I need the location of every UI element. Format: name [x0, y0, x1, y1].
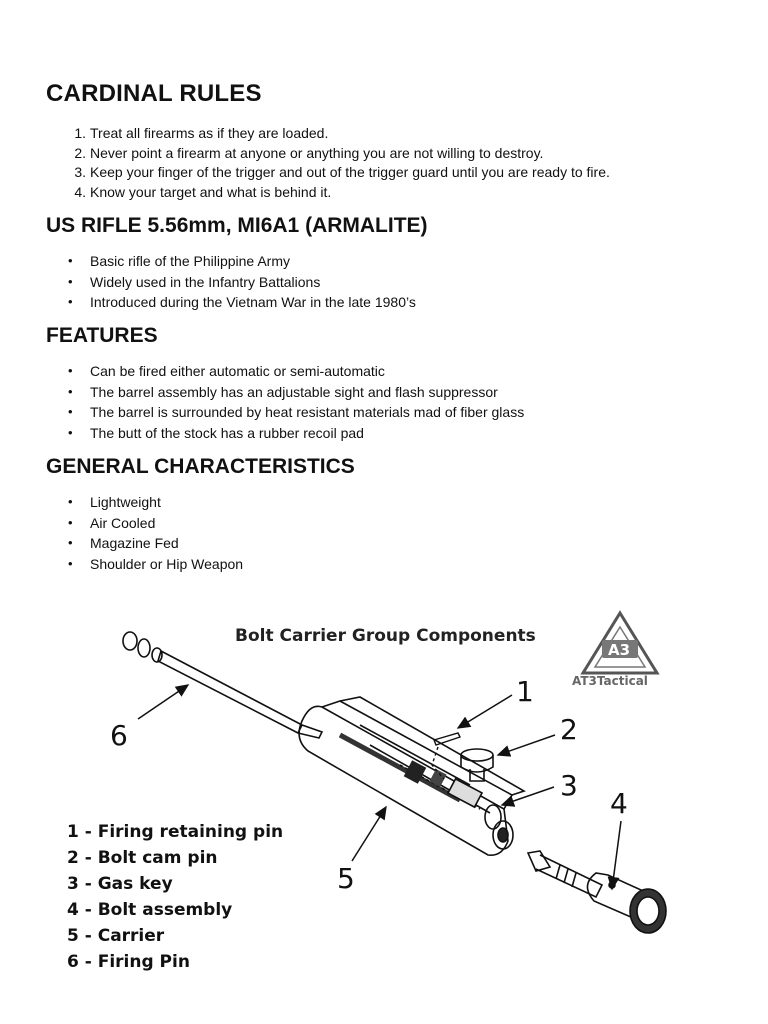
list-item: • Widely used in the Infantry Battalions — [90, 272, 416, 293]
callout-3: 3 — [560, 769, 578, 802]
list-item — [74, 144, 610, 164]
list-item — [74, 163, 610, 183]
list-number: 1. — [74, 125, 86, 141]
list-item: • Shoulder or Hip Weapon — [90, 554, 243, 575]
rifle-list — [90, 251, 416, 313]
list-text: Never point a firearm at anyone or anything you are not willing to destroy. — [90, 144, 544, 161]
list-text: Treat all firearms as if they are loaded. — [90, 125, 329, 141]
bolt-assembly-drawing — [528, 851, 666, 933]
list-item: • Magazine Fed — [90, 533, 243, 554]
features-heading: FEATURES — [46, 324, 158, 347]
callout-arrow-2 — [498, 735, 555, 755]
list-item: • Lightweight — [90, 492, 243, 513]
list-item: • The barrel is surrounded by heat resistant materials mad of fiber glass — [90, 402, 524, 423]
list-item: • Introduced during the Vietnam War in the late 1980’s — [90, 292, 416, 313]
callout-6: 6 — [110, 719, 128, 752]
list-item: • The barrel assembly has an adjustable sight and flash suppressor — [90, 382, 524, 403]
callout-5: 5 — [337, 862, 355, 895]
component-legend — [67, 822, 283, 972]
list-text: Know your target and what is behind it. — [90, 183, 332, 200]
bolt-carrier-figure — [40, 595, 730, 985]
list-number: 4. — [74, 183, 86, 200]
logo-text: AT3Tactical — [572, 674, 648, 688]
firing-pin-drawing — [123, 632, 322, 738]
at3tactical-logo — [572, 613, 657, 688]
list-number: 2. — [74, 144, 86, 161]
list-text: Keep your finger of the trigger and out of the trigger guard until you are ready to fire. — [90, 164, 610, 181]
callout-arrow-5 — [352, 807, 386, 861]
rifle-heading: US RIFLE 5.56mm, MI6A1 (ARMALITE) — [46, 214, 428, 237]
cardinal-rules-heading: CARDINAL RULES — [46, 80, 262, 107]
list-item: • Can be fired either automatic or semi-automatic — [90, 361, 524, 382]
cardinal-rules-list — [74, 124, 610, 202]
legend-item-5: 5 - Carrier — [67, 926, 165, 946]
figure-title: Bolt Carrier Group Components — [235, 626, 536, 646]
legend-item-1: 1 - Firing retaining pin — [67, 822, 284, 842]
list-item: • The butt of the stock has a rubber recoil pad — [90, 423, 524, 444]
list-item: • Air Cooled — [90, 513, 243, 534]
bolt-carrier-diagram — [40, 595, 730, 985]
general-characteristics-list — [90, 492, 243, 574]
callout-1: 1 — [516, 675, 534, 708]
general-characteristics-heading: GENERAL CHARACTERISTICS — [46, 455, 355, 478]
carrier-drawing — [299, 697, 524, 855]
list-item — [74, 183, 610, 203]
legend-item-4: 4 - Bolt assembly — [67, 900, 233, 920]
list-number: 3. — [74, 164, 86, 181]
legend-item-3: 3 - Gas key — [67, 874, 173, 894]
legend-item-6: 6 - Firing Pin — [67, 952, 190, 972]
callout-arrow-1 — [458, 695, 512, 728]
callout-2: 2 — [560, 713, 578, 746]
callout-arrow-6 — [138, 685, 188, 719]
callout-arrow-3 — [502, 787, 554, 805]
features-list — [90, 361, 524, 443]
logo-letters: A3 — [608, 641, 631, 659]
callout-4: 4 — [610, 787, 628, 820]
legend-item-2: 2 - Bolt cam pin — [67, 848, 218, 868]
list-item — [74, 124, 610, 144]
list-item: • Basic rifle of the Philippine Army — [90, 251, 416, 272]
